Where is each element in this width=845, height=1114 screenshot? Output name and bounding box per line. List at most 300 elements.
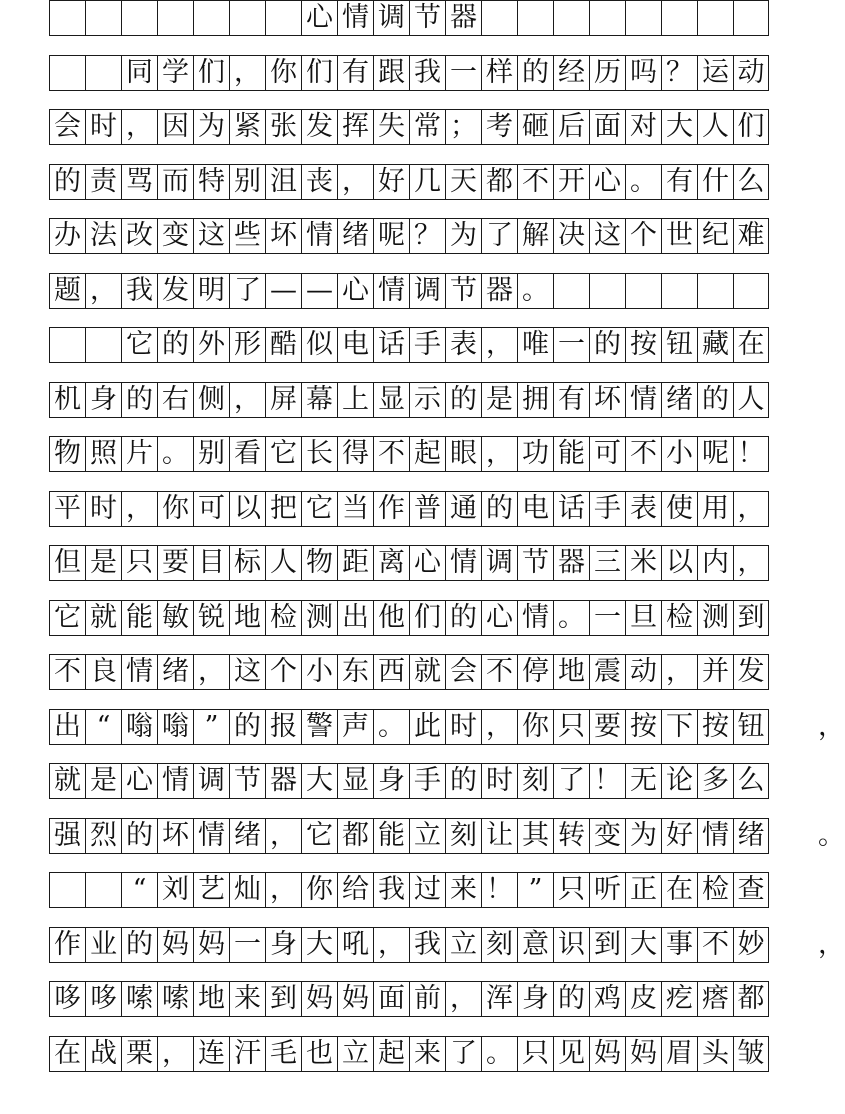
grid-cell: 了 (481, 219, 517, 253)
grid-cell: 是 (85, 546, 121, 580)
grid-cell: 机 (49, 383, 85, 417)
grid-cell: 在 (661, 873, 697, 907)
grid-cell: 你 (517, 710, 553, 744)
grid-cell: 使 (661, 492, 697, 526)
grid-cell: 他 (373, 601, 409, 635)
grid-cell: 形 (229, 328, 265, 362)
grid-cell: 只 (553, 873, 589, 907)
grid-cell: 妈 (157, 928, 193, 962)
grid-cell: 妈 (193, 928, 229, 962)
grid-cell: 。 (157, 437, 193, 471)
grid-cell: 有 (337, 56, 373, 90)
grid-cell: 能 (373, 819, 409, 853)
grid-cell: 下 (661, 710, 697, 744)
grid-cell: 动 (625, 655, 661, 689)
text-line (49, 818, 845, 854)
grid-cell: 经 (553, 56, 589, 90)
grid-cell: 动 (733, 56, 769, 90)
grid-cell: 。 (625, 165, 661, 199)
grid-cell: 锐 (193, 601, 229, 635)
grid-cell: 唯 (517, 328, 553, 362)
grid-cell: 纪 (697, 219, 733, 253)
title-cell (697, 1, 733, 35)
grid-cell: 历 (589, 56, 625, 90)
grid-cell: 的 (229, 710, 265, 744)
grid-cell: 情 (121, 655, 157, 689)
grid-cell: 坏 (589, 383, 625, 417)
grid-cell: 什 (697, 165, 733, 199)
grid-cell: 的 (517, 56, 553, 90)
grid-cell: 电 (337, 328, 373, 362)
grid-cell: 米 (625, 546, 661, 580)
grid-cell: 地 (553, 655, 589, 689)
grid-cell: 调 (409, 274, 445, 308)
grid-cell: 题 (49, 274, 85, 308)
grid-cell: ， (481, 710, 517, 744)
title-cell: 心 (301, 1, 337, 35)
grid-cell: 这 (193, 219, 229, 253)
grid-cell: 能 (553, 437, 589, 471)
grid-cell: 大 (661, 110, 697, 144)
grid-cell: 绪 (733, 819, 769, 853)
grid-cell: 地 (229, 601, 265, 635)
grid-cell: 你 (265, 56, 301, 90)
grid-cell: 但 (49, 546, 85, 580)
grid-cell: 天 (445, 165, 481, 199)
grid-cell: 外 (193, 328, 229, 362)
grid-cell: 变 (157, 219, 193, 253)
grid-cell: 情 (517, 601, 553, 635)
grid-cell: 离 (373, 546, 409, 580)
grid-cell: 些 (229, 219, 265, 253)
grid-cell: ！ (733, 437, 769, 471)
grid-cell: 多 (697, 764, 733, 798)
grid-cell: 都 (481, 165, 517, 199)
grid-cell: 一 (553, 328, 589, 362)
title-cell (733, 1, 769, 35)
title-cell: 调 (373, 1, 409, 35)
grid-cell: 来 (445, 873, 481, 907)
grid-cell: 么 (733, 764, 769, 798)
grid-cell: 作 (373, 492, 409, 526)
grid-cell: 良 (85, 655, 121, 689)
grid-cell: 其 (517, 819, 553, 853)
grid-cell: 警 (301, 710, 337, 744)
grid-cell: 呢 (373, 219, 409, 253)
text-line (49, 654, 769, 690)
grid-cell: 责 (85, 165, 121, 199)
grid-cell: 刻 (481, 928, 517, 962)
grid-cell: 的 (121, 383, 157, 417)
grid-cell: 调 (193, 764, 229, 798)
grid-cell: ， (193, 655, 229, 689)
grid-cell: 过 (409, 873, 445, 907)
grid-cell: 不 (373, 437, 409, 471)
grid-cell: 声 (337, 710, 373, 744)
grid-cell: 节 (445, 274, 481, 308)
grid-cell: 我 (373, 873, 409, 907)
grid-cell: 检 (661, 601, 697, 635)
grid-cell: 身 (373, 764, 409, 798)
grid-cell: 不 (625, 437, 661, 471)
grid-cell (625, 274, 661, 308)
grid-cell: 立 (445, 928, 481, 962)
grid-cell: 大 (625, 928, 661, 962)
grid-cell: 绪 (661, 383, 697, 417)
grid-cell: 发 (733, 655, 769, 689)
grid-cell: 右 (157, 383, 193, 417)
grid-cell (85, 328, 121, 362)
grid-cell: 检 (697, 873, 733, 907)
grid-cell: 目 (193, 546, 229, 580)
grid-cell: 难 (733, 219, 769, 253)
grid-cell: 了 (229, 274, 265, 308)
grid-cell: 沮 (265, 165, 301, 199)
grid-cell: 别 (229, 165, 265, 199)
title-cell: 情 (337, 1, 373, 35)
grid-cell: 因 (157, 110, 193, 144)
grid-cell: 个 (625, 219, 661, 253)
grid-cell: 立 (337, 1037, 373, 1071)
grid-cell: 跟 (373, 56, 409, 90)
grid-cell: 出 (337, 601, 373, 635)
grid-cell: 你 (301, 873, 337, 907)
grid-cell: 面 (589, 110, 625, 144)
grid-cell: 三 (589, 546, 625, 580)
grid-cell: 这 (589, 219, 625, 253)
grid-cell: 器 (553, 546, 589, 580)
grid-cell: 了 (553, 764, 589, 798)
title-cell (553, 1, 589, 35)
grid-cell: ， (481, 328, 517, 362)
grid-cell: 话 (373, 328, 409, 362)
grid-cell: 挥 (337, 110, 373, 144)
grid-cell: 正 (625, 873, 661, 907)
grid-cell: — (301, 274, 337, 308)
grid-cell: 节 (229, 764, 265, 798)
grid-cell: 在 (733, 328, 769, 362)
grid-cell: ， (337, 165, 373, 199)
grid-cell: 妈 (301, 982, 337, 1016)
grid-cell: 的 (121, 928, 157, 962)
grid-cell: 情 (445, 546, 481, 580)
grid-cell (589, 274, 625, 308)
grid-cell: 都 (733, 982, 769, 1016)
grid-cell: 就 (409, 655, 445, 689)
title-cell (517, 1, 553, 35)
grid-cell: 别 (193, 437, 229, 471)
grid-cell: 幕 (301, 383, 337, 417)
grid-cell: 情 (193, 819, 229, 853)
grid-cell: 们 (409, 601, 445, 635)
grid-cell: 让 (481, 819, 517, 853)
grid-cell: 个 (265, 655, 301, 689)
grid-cell: 妈 (625, 1037, 661, 1071)
grid-cell: 可 (193, 492, 229, 526)
grid-cell (733, 274, 769, 308)
grid-cell: 考 (481, 110, 517, 144)
grid-cell: 嗡 (121, 710, 157, 744)
grid-cell: 样 (481, 56, 517, 90)
title-row (49, 0, 769, 36)
grid-cell: 平 (49, 492, 85, 526)
grid-cell: 距 (337, 546, 373, 580)
grid-cell: 器 (265, 764, 301, 798)
grid-cell: 世 (661, 219, 697, 253)
grid-cell: 绪 (229, 819, 265, 853)
grid-cell: 为 (193, 110, 229, 144)
grid-cell: 手 (409, 328, 445, 362)
grid-cell: 呢 (697, 437, 733, 471)
grid-cell: 浑 (481, 982, 517, 1016)
grid-cell: ， (265, 873, 301, 907)
grid-cell: 的 (445, 383, 481, 417)
grid-cell: 办 (49, 219, 85, 253)
grid-cell: ！ (481, 873, 517, 907)
text-line (49, 273, 769, 309)
grid-cell: 到 (265, 982, 301, 1016)
grid-cell: 一 (229, 928, 265, 962)
grid-cell: 以 (229, 492, 265, 526)
grid-cell: 并 (697, 655, 733, 689)
grid-cell: 物 (301, 546, 337, 580)
grid-cell: — (265, 274, 301, 308)
grid-cell: 不 (697, 928, 733, 962)
text-line (49, 109, 769, 145)
grid-cell: 侧 (193, 383, 229, 417)
grid-cell: 妈 (337, 982, 373, 1016)
grid-cell: 藏 (697, 328, 733, 362)
grid-cell: 常 (409, 110, 445, 144)
grid-cell: 是 (481, 383, 517, 417)
title-cell (121, 1, 157, 35)
grid-cell: 发 (301, 110, 337, 144)
text-line (49, 872, 769, 908)
grid-cell: 小 (661, 437, 697, 471)
grid-cell: 它 (301, 819, 337, 853)
grid-cell: 会 (49, 110, 85, 144)
grid-cell: 能 (121, 601, 157, 635)
grid-cell: 刻 (445, 819, 481, 853)
grid-cell: 们 (301, 56, 337, 90)
grid-cell: 心 (409, 546, 445, 580)
grid-cell: 会 (445, 655, 481, 689)
grid-cell: ， (85, 274, 121, 308)
grid-cell: 情 (373, 274, 409, 308)
text-line (49, 927, 845, 963)
grid-cell: 东 (337, 655, 373, 689)
grid-cell: 疙 (661, 982, 697, 1016)
grid-cell: 论 (661, 764, 697, 798)
grid-cell: 为 (625, 819, 661, 853)
grid-cell: 开 (553, 165, 589, 199)
grid-cell: 表 (625, 492, 661, 526)
grid-cell: 哆 (49, 982, 85, 1016)
grid-cell: 毛 (265, 1037, 301, 1071)
grid-cell: 情 (697, 819, 733, 853)
title-cell (49, 1, 85, 35)
grid-cell: 听 (589, 873, 625, 907)
grid-cell: 到 (589, 928, 625, 962)
title-cell: 节 (409, 1, 445, 35)
grid-cell: 有 (553, 383, 589, 417)
text-line (49, 491, 769, 527)
grid-cell: 片 (121, 437, 157, 471)
grid-cell: 用 (697, 492, 733, 526)
text-line (49, 218, 769, 254)
grid-cell: 时 (85, 492, 121, 526)
text-line (49, 382, 769, 418)
overflow-punctuation: ， (818, 928, 845, 960)
grid-cell: “ (85, 710, 121, 744)
grid-cell: ， (733, 546, 769, 580)
overflow-punctuation: 。 (818, 819, 845, 851)
grid-cell: 可 (589, 437, 625, 471)
grid-cell: 情 (301, 219, 337, 253)
grid-cell: 骂 (121, 165, 157, 199)
grid-cell: 紧 (229, 110, 265, 144)
grid-cell: “ (121, 873, 157, 907)
text-line (49, 545, 769, 581)
grid-cell: 哆 (85, 982, 121, 1016)
grid-cell: 身 (85, 383, 121, 417)
grid-cell: 见 (553, 1037, 589, 1071)
grid-cell: 好 (373, 165, 409, 199)
grid-cell: 。 (553, 601, 589, 635)
grid-cell: 为 (445, 219, 481, 253)
grid-cell: 对 (625, 110, 661, 144)
grid-cell (661, 274, 697, 308)
grid-cell: 砸 (517, 110, 553, 144)
grid-cell: 要 (157, 546, 193, 580)
grid-cell: 它 (49, 601, 85, 635)
grid-cell: ？ (409, 219, 445, 253)
grid-cell: 我 (409, 928, 445, 962)
grid-cell: 嗦 (121, 982, 157, 1016)
grid-cell: ， (229, 56, 265, 90)
grid-cell: 拥 (517, 383, 553, 417)
grid-cell: 灿 (229, 873, 265, 907)
grid-cell: 它 (301, 492, 337, 526)
grid-cell: 的 (157, 328, 193, 362)
title-cell (265, 1, 301, 35)
grid-cell: 也 (301, 1037, 337, 1071)
grid-cell: ？ (661, 56, 697, 90)
grid-cell: 么 (733, 165, 769, 199)
grid-cell: 丧 (301, 165, 337, 199)
grid-cell: 报 (265, 710, 301, 744)
grid-cell: 长 (301, 437, 337, 471)
grid-cell: 心 (121, 764, 157, 798)
title-cell (589, 1, 625, 35)
grid-cell: 的 (589, 328, 625, 362)
grid-cell (697, 274, 733, 308)
text-line (49, 55, 769, 91)
text-line (49, 709, 845, 745)
grid-cell (49, 56, 85, 90)
grid-cell: 的 (481, 492, 517, 526)
grid-cell: 这 (229, 655, 265, 689)
grid-cell: 嗦 (157, 982, 193, 1016)
text-line (49, 981, 769, 1017)
title-cell (229, 1, 265, 35)
grid-cell: 表 (445, 328, 481, 362)
grid-cell: 发 (157, 274, 193, 308)
text-line (49, 327, 769, 363)
grid-cell: 艺 (193, 873, 229, 907)
grid-cell: 识 (553, 928, 589, 962)
grid-cell: 汗 (229, 1037, 265, 1071)
grid-cell: 嗡 (157, 710, 193, 744)
grid-cell: 标 (229, 546, 265, 580)
grid-cell: 当 (337, 492, 373, 526)
grid-cell: 它 (265, 437, 301, 471)
grid-cell: 无 (625, 764, 661, 798)
grid-cell: 身 (265, 928, 301, 962)
grid-cell: 来 (229, 982, 265, 1016)
grid-cell: 人 (733, 383, 769, 417)
grid-cell: ； (445, 110, 481, 144)
grid-cell: 立 (409, 819, 445, 853)
grid-cell: 起 (373, 1037, 409, 1071)
grid-cell: 照 (85, 437, 121, 471)
grid-cell: 它 (121, 328, 157, 362)
grid-cell: 就 (49, 764, 85, 798)
grid-cell: 眼 (445, 437, 481, 471)
grid-cell: 停 (517, 655, 553, 689)
grid-cell: 运 (697, 56, 733, 90)
grid-cell: 在 (49, 1037, 85, 1071)
grid-cell: 不 (49, 655, 85, 689)
grid-cell: 电 (517, 492, 553, 526)
grid-cell: ， (733, 492, 769, 526)
grid-cell: 我 (121, 274, 157, 308)
grid-cell: 酷 (265, 328, 301, 362)
grid-cell: 我 (409, 56, 445, 90)
grid-cell (85, 873, 121, 907)
grid-cell: 内 (697, 546, 733, 580)
grid-cell: 皱 (733, 1037, 769, 1071)
grid-cell: 绪 (157, 655, 193, 689)
grid-cell: 妙 (733, 928, 769, 962)
grid-cell: 话 (553, 492, 589, 526)
grid-cell (85, 56, 121, 90)
grid-cell (49, 873, 85, 907)
grid-cell: 是 (85, 764, 121, 798)
title-cell (625, 1, 661, 35)
grid-cell: 屏 (265, 383, 301, 417)
grid-cell: 就 (85, 601, 121, 635)
grid-cell: 得 (337, 437, 373, 471)
grid-cell: 上 (337, 383, 373, 417)
grid-cell: 测 (301, 601, 337, 635)
grid-cell: 普 (409, 492, 445, 526)
grid-cell: 以 (661, 546, 697, 580)
grid-cell: 们 (193, 56, 229, 90)
grid-cell: 钮 (661, 328, 697, 362)
grid-cell: ， (229, 383, 265, 417)
grid-cell: 几 (409, 165, 445, 199)
grid-cell: 头 (697, 1037, 733, 1071)
title-cell (85, 1, 121, 35)
grid-cell: 前 (409, 982, 445, 1016)
text-line (49, 600, 769, 636)
grid-cell: 。 (373, 710, 409, 744)
grid-cell: 调 (481, 546, 517, 580)
grid-cell: 法 (85, 219, 121, 253)
grid-cell: 时 (445, 710, 481, 744)
grid-cell: 明 (193, 274, 229, 308)
